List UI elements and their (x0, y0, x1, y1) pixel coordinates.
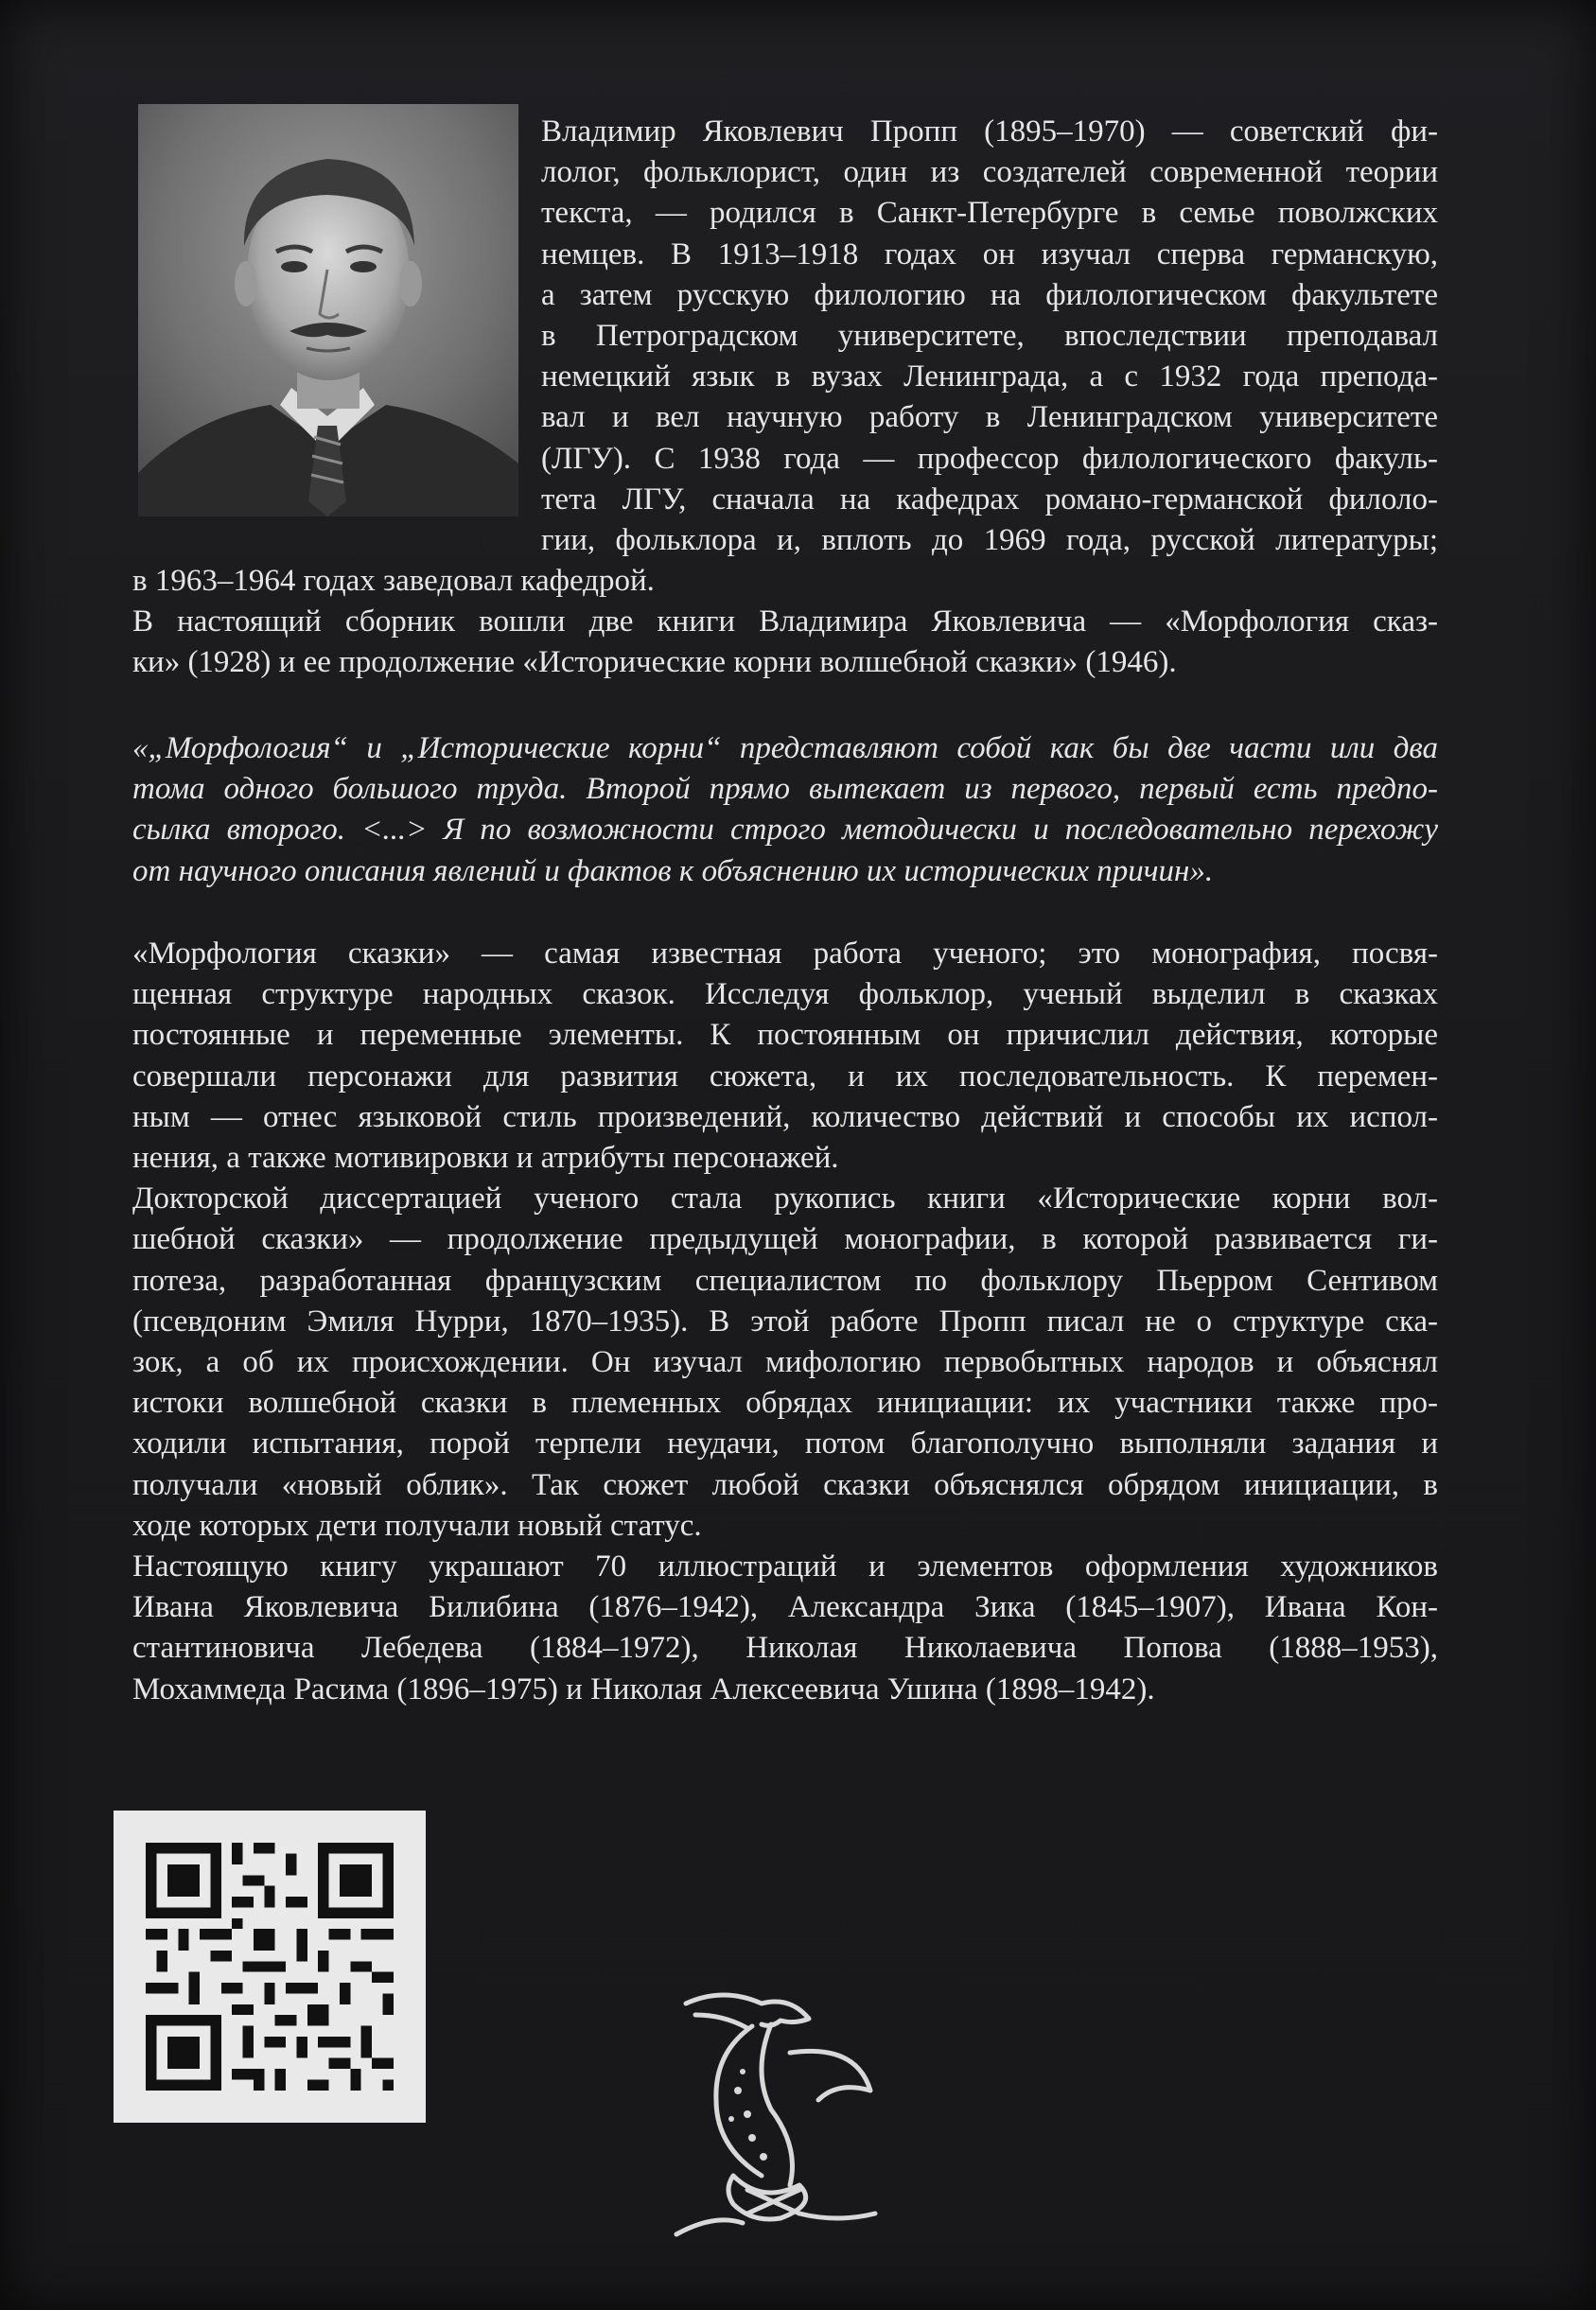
publisher-dragon-emblem (658, 1986, 889, 2242)
quote-line: от научного описания явлений и фактов к объяснению их исторических причин». (132, 853, 1214, 888)
dissertation-line: ходили испытания, порой терпели неудачи, потом благополучно выполняли задания и (132, 1426, 1438, 1461)
dissertation-line: получали «новый облик». Так сюжет любой сказки объяснялся обрядом инициации, в (132, 1467, 1438, 1502)
bio-line: гии, фольклора и, вплоть до 1969 года, русской литературы; (541, 523, 1438, 558)
qr-code[interactable] (114, 1811, 426, 2123)
bio-continuation (132, 561, 1438, 602)
bio-line: Владимир Яковлевич Пропп (1895–1970) — советский фи- (541, 114, 1438, 149)
propp-quote (132, 728, 1438, 892)
dissertation-line: (псевдоним Эмиля Нурри, 1870–1935). В этой работе Пропп писал не о структуре ска- (132, 1304, 1438, 1339)
bio-line: немецкий язык в вузах Ленинграда, а с 1932 года препода- (541, 359, 1438, 394)
morphology-line: ным — отнес языковой стиль произведений, количество действий и способы их испол- (132, 1099, 1438, 1134)
bio-line: тета ЛГУ, сначала на кафедрах романо-германской филоло- (541, 481, 1438, 516)
dissertation-line: истоки волшебной сказки в племенных обрядах инициации: их участники также про- (132, 1386, 1438, 1421)
morphology-line: «Морфология сказки» — самая известная работа ученого; это монография, посвя- (132, 936, 1438, 971)
intro-paragraph (132, 602, 1438, 683)
quote-line: «„Морфология“ и „Исторические корни“ представляют собой как бы две части или два (132, 731, 1438, 765)
bio-line: (ЛГУ). С 1938 года — профессор филологического факуль- (541, 441, 1438, 476)
bio-line: лолог, фольклорист, один из создателей современной теории (541, 155, 1438, 190)
dissertation-line: Докторской диссертацией ученого стала рукопись книги «Исторические корни вол- (132, 1181, 1438, 1216)
intro-line: ки» (1928) и ее продолжение «Исторические корни волшебной сказки» (1946). (132, 645, 1177, 680)
illustrations-line: Ивана Яковлевича Билибина (1876–1942), Александра Зика (1845–1907), Ивана Кон- (132, 1590, 1438, 1625)
morphology-paragraph (132, 934, 1438, 1710)
author-bio (541, 112, 1438, 561)
quote-line: тома одного большого труда. Второй прямо вытекает из первого, первый есть предпо- (132, 772, 1438, 807)
author-portrait-photo (138, 104, 518, 516)
bio-line: вал и вел научную работу в Ленинградском университете (541, 400, 1438, 435)
morphology-line: нения, а также мотивировки и атрибуты персонажей. (132, 1141, 839, 1176)
dissertation-line: ходе которых дети получали новый статус. (132, 1508, 702, 1543)
dissertation-line: зок, а об их происхождении. Он изучал мифологию первобытных народов и объяснял (132, 1345, 1438, 1380)
intro-line: В настоящий сборник вошли две книги Владимира Яковлевича — «Морфология сказ- (132, 604, 1438, 639)
morphology-line: щенная структуре народных сказок. Исследуя фольклор, ученый выделил в сказках (132, 977, 1438, 1012)
quote-line: сылка второго. <...> Я по возможности строго методически и последовательно перехожу (132, 813, 1438, 848)
bio-line: текста, — родился в Санкт-Петербурге в семье поволжских (541, 196, 1438, 231)
illustrations-line: стантиновича Лебедева (1884–1972), Николая Николаевича Попова (1888–1953), (132, 1631, 1438, 1666)
dissertation-line: шебной сказки» — продолжение предыдущей монографии, в которой развивается ги- (132, 1222, 1438, 1257)
illustrations-line: Мохаммеда Расима (1896–1975) и Николая Алексеевича Ушина (1898–1942). (132, 1671, 1155, 1706)
morphology-line: постоянные и переменные элементы. К постоянным он причислил действия, которые (132, 1018, 1438, 1053)
illustrations-line: Настоящую книгу украшают 70 иллюстраций и элементов оформления художников (132, 1549, 1438, 1584)
morphology-line: совершали персонажи для развития сюжета, и их последовательность. К перемен- (132, 1059, 1438, 1094)
bio-line: в Петроградском университете, впоследствии преподавал (541, 319, 1438, 354)
bio-last-line: в 1963–1964 годах заведовал кафедрой. (132, 564, 655, 598)
bio-line: а затем русскую филологию на филологическом факультете (541, 277, 1438, 312)
dissertation-line: потеза, разработанная французским специалистом по фольклору Пьерром Сентивом (132, 1263, 1438, 1298)
bio-line: немцев. В 1913–1918 годах он изучал сперва германскую, (541, 236, 1438, 271)
